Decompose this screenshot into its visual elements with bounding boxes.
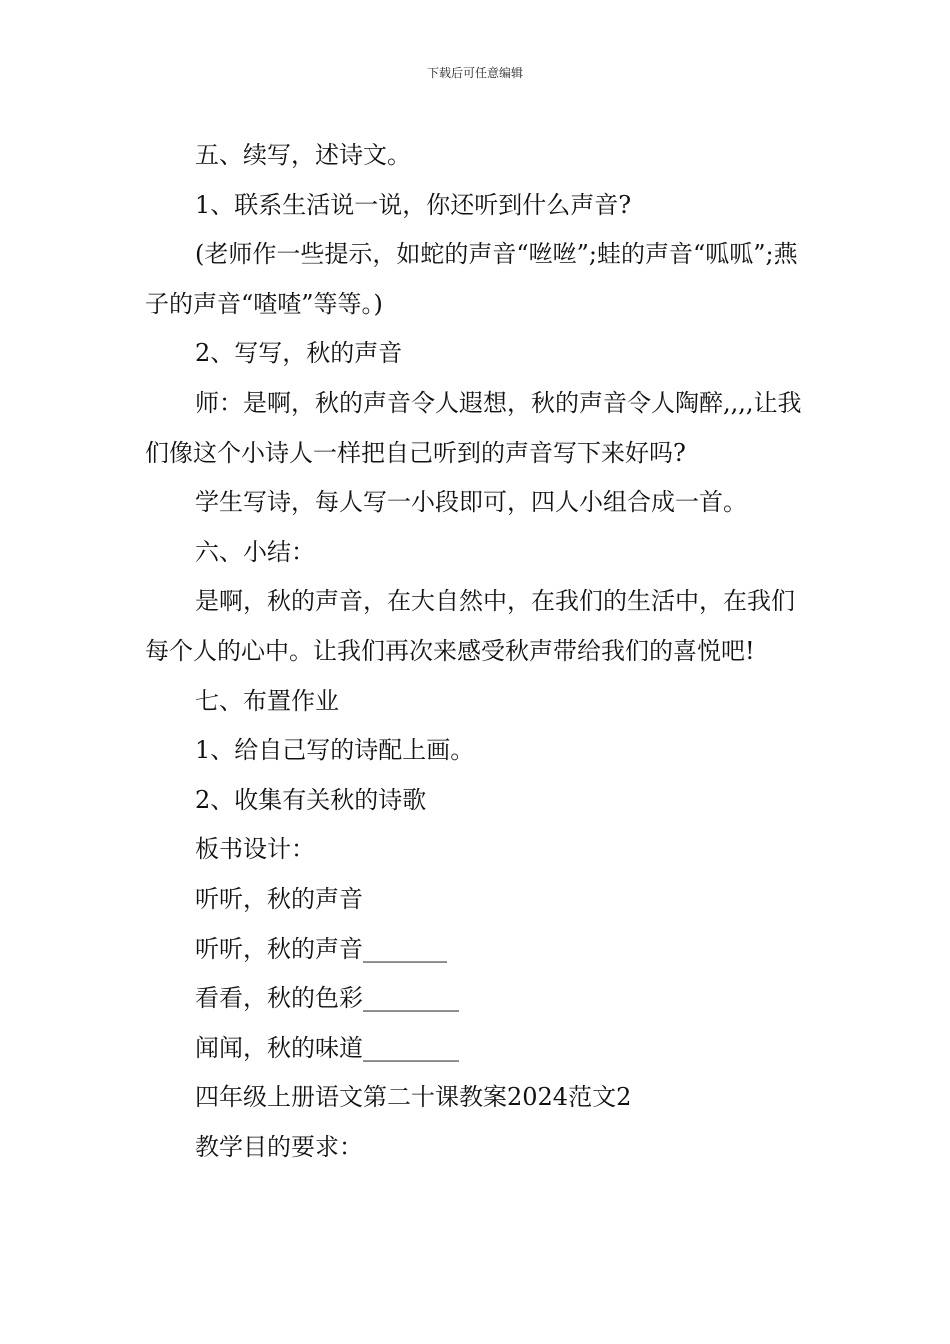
homework-item-2: 2、收集有关秋的诗歌 (195, 785, 427, 814)
document-body (145, 131, 810, 1172)
summary-paragraph: 是啊，秋的声音，在大自然中，在我们的生活中，在我们每个人的心中。让我们再次来感受秋声带给我们的喜悦吧! (145, 587, 795, 665)
list-item-write-autumn-sound: 2、写写，秋的声音 (195, 339, 403, 368)
teacher-speech-paragraph: 师：是啊，秋的声音令人遐想，秋的声音令人陶醉,,,,让我们像这个小诗人一样把自己听到的声音写下来好吗? (145, 388, 802, 467)
lesson-plan-title: 四年级上册语文第二十课教案2024范文2 (195, 1083, 632, 1112)
homework-item-1: 1、给自己写的诗配上画。 (195, 736, 475, 765)
teaching-goals-heading: 教学目的要求： (195, 1132, 363, 1161)
teacher-hints-paragraph: (老师作一些提示，如蛇的声音“咝咝”;蛙的声音“呱呱”;燕子的声音“喳喳”等等。) (145, 240, 798, 318)
list-item-sounds-question: 1、联系生活说一说，你还听到什么声音? (195, 190, 632, 219)
section-heading-continue-writing: 五、续写，述诗文。 (195, 141, 411, 169)
board-line-listen: 听听，秋的声音_______ (195, 934, 447, 963)
board-line-look: 看看，秋的色彩________ (195, 984, 459, 1013)
board-line-smell: 闻闻，秋的味道________ (195, 1033, 459, 1062)
section-heading-homework: 七、布置作业 (195, 686, 339, 715)
section-heading-summary: 六、小结： (195, 537, 315, 566)
page-header: 下载后可任意编辑 (426, 66, 523, 80)
student-activity-paragraph: 学生写诗，每人写一小段即可，四人小组合成一首。 (195, 488, 747, 517)
board-design-heading: 板书设计： (195, 835, 315, 864)
board-design-title: 听听，秋的声音 (195, 884, 363, 913)
